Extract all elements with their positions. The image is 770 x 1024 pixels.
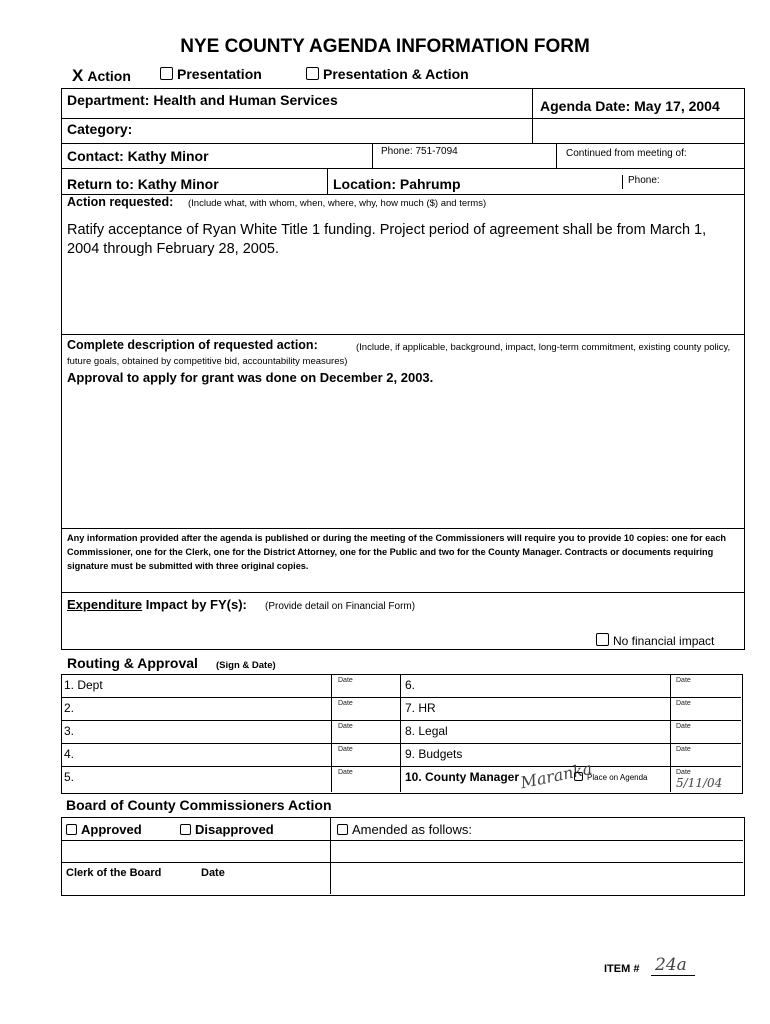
place-on-agenda-label: Place on Agenda (587, 773, 648, 782)
no-financial-impact-label: No financial impact (613, 634, 715, 648)
phone-return: Phone: (628, 175, 660, 186)
board-title: Board of County Commissioners Action (66, 797, 332, 813)
item-label: ITEM # (604, 963, 640, 975)
routing-sub: (Sign & Date) (216, 660, 276, 671)
date-label: Date (676, 700, 691, 707)
date-label: Date (338, 677, 353, 684)
form-title: NYE COUNTY AGENDA INFORMATION FORM (180, 36, 590, 57)
action-requested-label: Action requested: (67, 195, 174, 209)
option-action[interactable] (72, 66, 131, 86)
routing-row-2-left: 2. (64, 701, 75, 715)
date-label: Date (338, 723, 353, 730)
manager-signature: Maranka (518, 758, 594, 793)
option-presentation-action-label: Presentation & Action (323, 66, 469, 82)
routing-row-4-right: 9. Budgets (405, 747, 463, 761)
place-on-agenda[interactable] (574, 772, 648, 782)
option-presentation-action[interactable] (306, 66, 469, 82)
department: Department: Health and Human Services (67, 92, 338, 108)
disapproved-option[interactable] (180, 822, 274, 837)
routing-row-4-left: 4. (64, 747, 75, 761)
clerk-date-label: Date (201, 867, 225, 879)
expenditure-label-rest: Impact by FY(s): (142, 597, 247, 612)
routing-row-1-right: 6. (405, 678, 416, 692)
action-requested-hint: (Include what, with whom, when, where, why, how much ($) and terms) (188, 198, 487, 209)
expenditure-hint: (Provide detail on Financial Form) (265, 601, 416, 612)
disapproved-label: Disapproved (195, 822, 274, 837)
notice-text: Any information provided after the agenda is published or during the meeting of the Commissioners will require you to provide 10 copies: one for each Commissioner, one for the Clerk, one for the District Attorney, one for the Public and two for the County Manager. Contracts or documents requiring signature must be submitted with three original copies. (67, 533, 727, 571)
routing-row-3-left: 3. (64, 724, 75, 738)
action-requested-text: Ratify acceptance of Ryan White Title 1 funding. Project period of agreement shall be from March 1, 2004 through February 28, 2005. (67, 222, 707, 257)
continued-from: Continued from meeting of: (566, 148, 687, 159)
date-label: Date (676, 723, 691, 730)
routing-row-3-right: 8. Legal (405, 724, 448, 738)
expenditure-label-underlined: Expenditure (67, 597, 143, 612)
x-mark-icon: X (72, 66, 84, 85)
approved-label: Approved (81, 822, 142, 837)
no-financial-impact[interactable] (596, 633, 714, 648)
option-presentation[interactable] (160, 66, 262, 82)
checkbox-icon (66, 824, 77, 835)
amended-option[interactable] (337, 822, 472, 837)
checkbox-icon (180, 824, 191, 835)
date-label: Date (676, 769, 691, 776)
category: Category: (67, 121, 133, 137)
routing-row-2-right: 7. HR (405, 701, 436, 715)
phone-contact: Phone: 751-7094 (381, 146, 458, 157)
option-presentation-label: Presentation (177, 66, 262, 82)
amended-label: Amended as follows: (352, 822, 472, 837)
checkbox-icon (306, 67, 319, 80)
return-to: Return to: Kathy Minor (67, 176, 219, 192)
routing-row-5-right: 10. County Manager (405, 770, 520, 784)
checkbox-icon (160, 67, 173, 80)
routing-row-5-left: 5. (64, 770, 75, 784)
expenditure-label (67, 597, 247, 612)
date-label: Date (338, 769, 353, 776)
agenda-date: Agenda Date: May 17, 2004 (540, 98, 720, 114)
checkbox-icon (596, 633, 609, 646)
checkbox-icon (337, 824, 348, 835)
clerk-label: Clerk of the Board (66, 867, 162, 879)
checkbox-icon (574, 772, 583, 781)
item-number: 24a (651, 955, 695, 976)
date-label: Date (338, 700, 353, 707)
approved-option[interactable] (66, 822, 142, 837)
date-label: Date (676, 677, 691, 684)
location: Location: Pahrump (333, 176, 461, 192)
date-label: Date (338, 746, 353, 753)
description-hint-text: (Include, if applicable, background, impact, long-term commitment, existing county policy, future goals, obtained by competitive bid, accountability measures) (67, 342, 731, 367)
manager-date: 5/11/04 (676, 776, 723, 790)
description-label: Complete description of requested action: (67, 338, 318, 352)
routing-title: Routing & Approval (67, 655, 198, 671)
description-text: Approval to apply for grant was done on December 2, 2003. (67, 370, 434, 385)
routing-row-1-left: 1. Dept (64, 678, 103, 692)
date-label: Date (676, 746, 691, 753)
option-action-label: Action (87, 68, 131, 84)
contact: Contact: Kathy Minor (67, 148, 209, 164)
